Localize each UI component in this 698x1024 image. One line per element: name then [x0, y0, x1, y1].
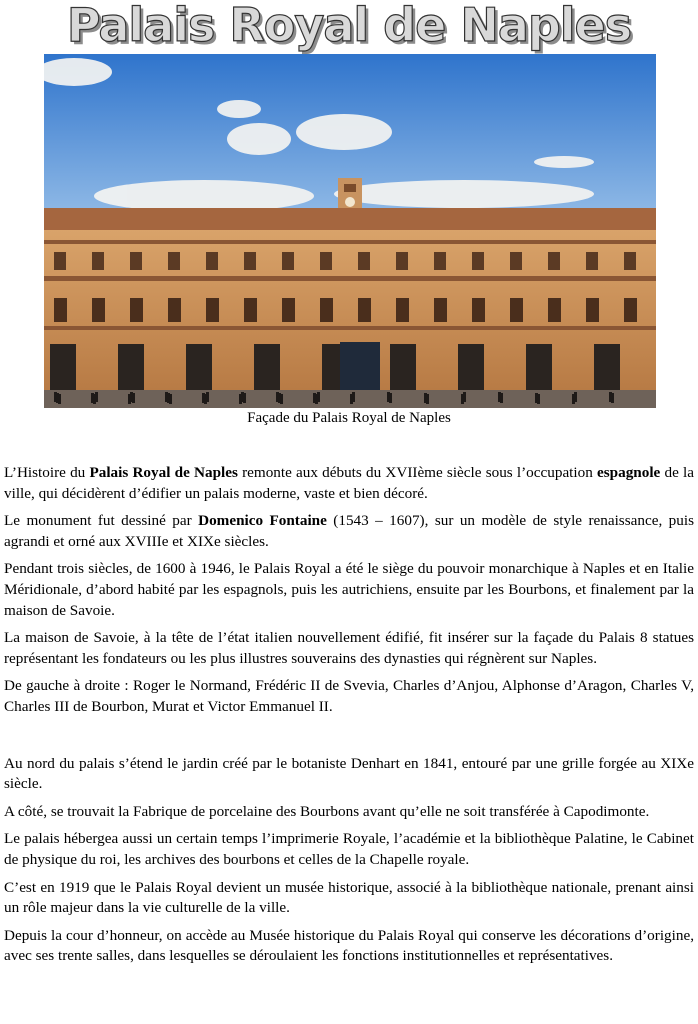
paragraph-5: De gauche à droite : Roger le Normand, Frédéric II de Svevia, Charles d’Anjou, Alphonse d’Aragon, Charles V, Charles III de Bourbon, Murat et Victor Emmanuel II.: [4, 677, 694, 715]
photo-caption: Façade du Palais Royal de Naples: [247, 410, 451, 426]
paragraph-2: Le monument fut dessiné par Domenico Fontaine (1543 – 1607), sur un modèle de style renaissance, puis agrandi et orné aux XVIIIe et XIXe siècles.: [4, 512, 694, 550]
paragraph-4: La maison de Savoie, à la tête de l’état italien nouvellement édifié, fit insérer sur la façade du Palais 8 statues représentant les fondateurs ou les plus illustres souverains des dynasties qui régnèrent sur Naples.: [4, 629, 694, 667]
paragraph-6: Au nord du palais s’étend le jardin créé par le botaniste Denhart en 1841, entouré par une grille forgée au XIXe siècle.: [4, 754, 694, 793]
page-title: Palais Royal de Naples: [66, 0, 632, 52]
paragraph-8: Le palais hébergea aussi un certain temps l’imprimerie Royale, l’académie et la bibliothèque Palatine, le Cabinet de physique du roi, les archives des bourbons et celles de la Chapelle royale.: [4, 830, 694, 868]
paragraph-9: C’est en 1919 que le Palais Royal devient un musée historique, associé à la bibliothèque nationale, prenant ainsi un rôle majeur dans la vie culturelle de la ville.: [4, 878, 694, 917]
arches: [50, 344, 620, 390]
paragraph-1: L’Histoire du Palais Royal de Naples remonte aux débuts du XVIIème siècle sous l’occupation espagnole de la ville, qui décidèrent d’édifier un palais moderne, vaste et bien décoré.: [4, 464, 694, 502]
paragraph-10: Depuis la cour d’honneur, on accède au Musée historique du Palais Royal qui conserve les décorations d’origine, avec ses trente salles, dans lesquelles se déroulaient les fonctions institutionnelles et représentatives.: [4, 926, 694, 965]
paragraph-7: A côté, se trouvait la Fabrique de porcelaine des Bourbons avant qu’elle ne soit transférée à Capodimonte.: [4, 802, 650, 820]
article-body: [4, 463, 694, 974]
roof: [44, 208, 656, 230]
paragraph-3: Pendant trois siècles, de 1600 à 1946, le Palais Royal a été le siège du pouvoir monarchique à Naples et en Italie Méridionale, d’abord habité par les espagnols, puis les autrichiens, ensuite par les Bourbons, et finalement par la maison de Savoie.: [4, 560, 694, 619]
palace-photo: [44, 54, 656, 408]
